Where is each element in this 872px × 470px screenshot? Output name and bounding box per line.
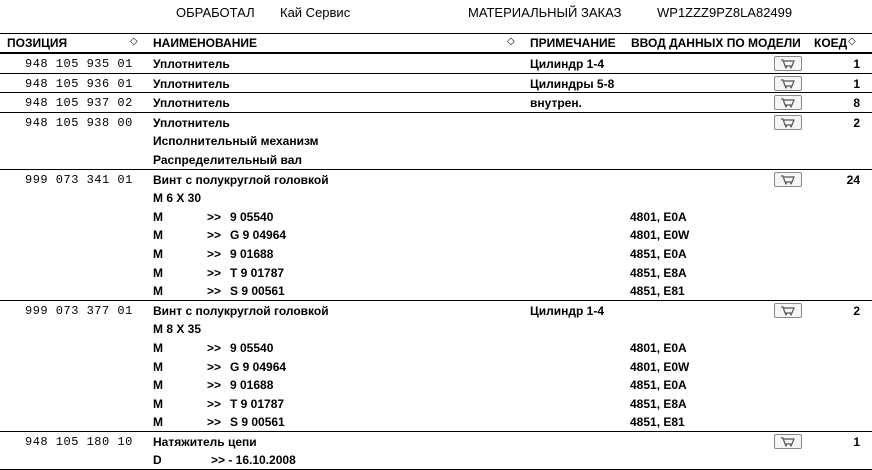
part-size: M 6 X 30 [153,191,202,206]
supersession-arrow: >> [207,284,222,299]
table-line [0,113,872,132]
part-number: 948 105 936 01 [25,76,133,91]
supersession-code: M [153,415,163,430]
supersession-code: M [153,396,163,411]
table-line [0,54,872,73]
part-name: Уплотнитель [153,96,230,111]
part-note: Цилиндр 1-4 [530,57,605,71]
part-number: 999 073 341 01 [25,172,133,187]
supersession-code: M [153,378,163,393]
table-line [0,412,872,431]
supersession-ref: G 9 04964 [230,228,287,243]
cart-icon [780,97,796,108]
part-name: Винт с полукруглой головкой [153,303,329,318]
supersession-arrow: >> [207,228,222,243]
sort-icon[interactable]: ◇ [507,36,515,47]
table-line [0,225,872,244]
supersession-code: M [153,284,163,299]
table-row[interactable] [0,54,872,74]
part-qty: 2 [853,115,860,130]
sort-icon[interactable]: ◇ [848,36,856,47]
table-line [0,357,872,376]
table-line [0,263,872,282]
supersession-arrow: >> [207,396,222,411]
table-line [0,150,872,169]
add-to-cart-button[interactable] [774,434,802,449]
supersession-arrow: >> [207,378,222,393]
supersession-model: 4851, E81 [630,415,685,430]
supersession-ref: T 9 01787 [230,396,285,411]
add-to-cart-button[interactable] [774,95,802,110]
supersession-code: M [153,246,163,261]
table-row[interactable] [0,301,872,432]
supersession-model: 4801, E0W [630,228,690,243]
supersession-model: 4801, E0A [630,340,687,355]
supersession-arrow: >> [207,359,222,374]
part-note: внутрен. [530,96,582,111]
cart-icon [780,436,796,447]
part-number: 948 105 938 00 [25,115,133,130]
date-code: D [153,453,162,468]
supersession-code: M [153,340,163,355]
table-line [0,432,872,451]
sort-icon[interactable]: ◇ [130,36,138,47]
supersession-model: 4851, E8A [630,265,687,280]
supersession-arrow: >> [207,246,222,261]
add-to-cart-button[interactable] [774,76,802,91]
table-line [0,244,872,263]
col-qty[interactable]: КОЕД [814,36,848,50]
supersession-model: 4801, E0A [630,209,687,224]
part-name: Уплотнитель [153,76,230,91]
table-line [0,338,872,357]
supersession-model: 4801, E0W [630,359,690,374]
table-row[interactable] [0,170,872,301]
part-qty: 1 [853,76,860,91]
part-number: 999 073 377 01 [25,303,133,318]
part-extra-info: Распределительный вал [153,152,303,167]
add-to-cart-button[interactable] [774,303,802,318]
part-extra-info: Исполнительный механизм [153,134,319,149]
supersession-ref: S 9 00561 [230,284,285,299]
order-id: WP1ZZZ9PZ8LA82499 [657,5,793,20]
supersession-arrow: >> [207,209,222,224]
table-line [0,131,872,150]
table-line [0,301,872,320]
add-to-cart-button[interactable] [774,172,802,187]
supersession-ref: 9 01688 [230,378,274,393]
table-row[interactable] [0,432,872,470]
part-name: Уплотнитель [153,57,230,71]
part-qty: 24 [846,172,860,187]
cart-icon [780,58,796,69]
supersession-ref: 9 01688 [230,246,274,261]
supersession-model: 4851, E81 [630,284,685,299]
part-qty: 1 [853,57,860,71]
table-header [0,33,872,54]
table-row[interactable] [0,113,872,170]
table-line [0,188,872,207]
table-row[interactable] [0,74,872,94]
table-line [0,207,872,226]
parts-table [0,54,872,470]
part-name: Натяжитель цепи [153,434,257,449]
part-number: 948 105 935 01 [25,57,133,71]
col-name[interactable]: НАИМЕНОВАНИЕ [153,36,257,50]
supersession-model: 4851, E0A [630,378,687,393]
part-number: 948 105 180 10 [25,434,133,449]
part-note: Цилиндры 5-8 [530,76,615,91]
processed-by: Кай Сервис [280,5,351,20]
processed-label: ОБРАБОТАЛ [176,5,255,20]
cart-icon [780,174,796,185]
part-qty: 1 [853,434,860,449]
order-header [0,0,872,26]
supersession-ref: T 9 01787 [230,265,285,280]
add-to-cart-button[interactable] [774,115,802,130]
cart-icon [780,78,796,89]
table-line [0,281,872,300]
part-name: Винт с полукруглой головкой [153,172,329,187]
supersession-code: M [153,359,163,374]
table-line [0,74,872,93]
table-line [0,170,872,189]
date-text: >> - 16.10.2008 [211,453,296,468]
supersession-code: M [153,209,163,224]
table-row[interactable] [0,93,872,113]
part-name: Уплотнитель [153,115,230,130]
table-line [0,375,872,394]
col-note[interactable]: ПРИМЕЧАНИЕ [530,36,616,50]
part-qty: 2 [853,303,860,318]
supersession-arrow: >> [207,340,222,355]
supersession-ref: 9 05540 [230,209,274,224]
cart-icon [780,117,796,128]
part-note: Цилиндр 1-4 [530,303,605,318]
supersession-ref: S 9 00561 [230,415,285,430]
part-number: 948 105 937 02 [25,96,133,111]
order-label: МАТЕРИАЛЬНЫЙ ЗАКАЗ [468,5,622,20]
table-line [0,394,872,413]
table-line [0,450,872,469]
table-line [0,93,872,112]
table-line [0,319,872,338]
supersession-model: 4851, E8A [630,396,687,411]
part-size: M 8 X 35 [153,322,202,337]
col-model-input[interactable]: ВВОД ДАННЫХ ПО МОДЕЛИ [631,36,801,50]
supersession-arrow: >> [207,265,222,280]
supersession-model: 4851, E0A [630,246,687,261]
cart-icon [780,305,796,316]
supersession-code: M [153,265,163,280]
supersession-arrow: >> [207,415,222,430]
part-qty: 8 [853,96,860,111]
supersession-ref: G 9 04964 [230,359,287,374]
col-position[interactable]: ПОЗИЦИЯ [7,36,68,50]
add-to-cart-button[interactable] [774,56,802,71]
supersession-code: M [153,228,163,243]
supersession-ref: 9 05540 [230,340,274,355]
